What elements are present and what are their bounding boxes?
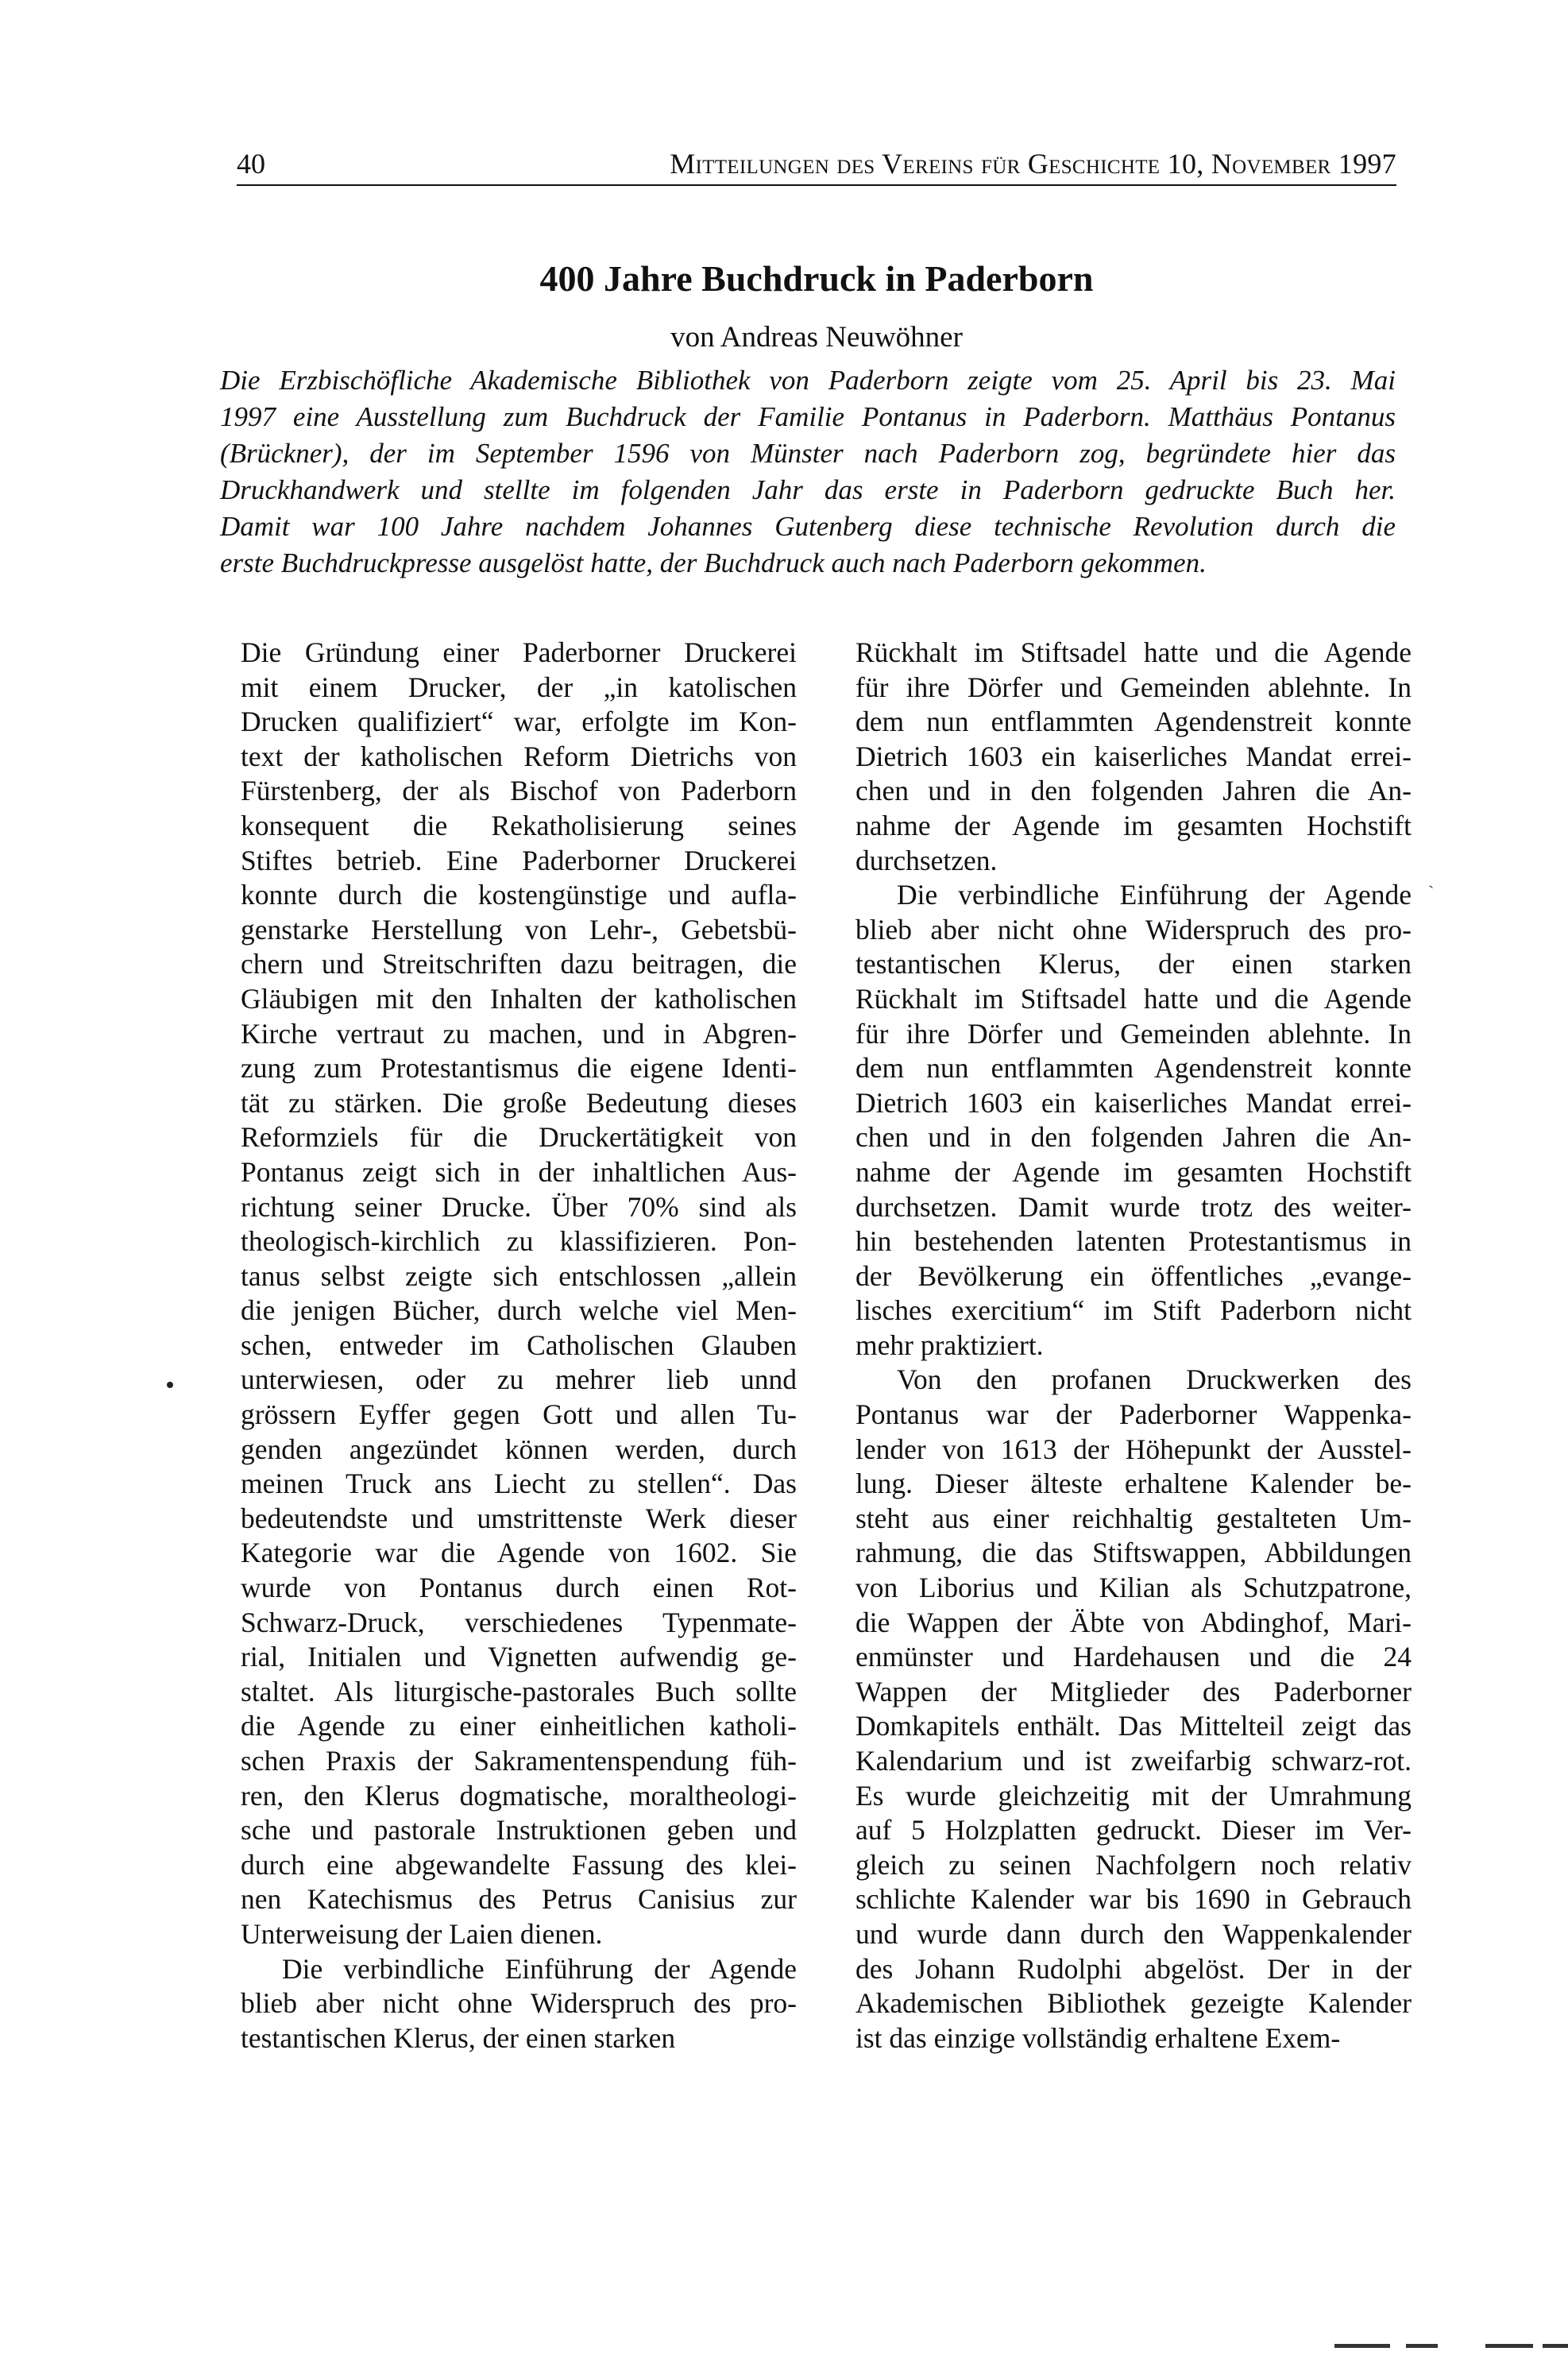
body-line: von Liborius und Kilian als Schutzpatrone,: [855, 1572, 1412, 1604]
body-line: ren, den Klerus dogmatische, moraltheologi-: [241, 1779, 797, 1812]
body-line: Rückhalt im Stiftsadel hatte und die Agende: [855, 982, 1412, 1015]
body-line: des Johann Rudolphi abgelöst. Der in der: [855, 1952, 1412, 1985]
body-line: schen, entweder im Catholischen Glauben: [241, 1328, 797, 1361]
body-line: staltet. Als liturgische-pastorales Buch sollte: [241, 1675, 797, 1707]
body-line: tanus selbst zeigte sich entschlossen „allein: [241, 1259, 797, 1292]
article-title: 400 Jahre Buchdruck in Paderborn: [539, 258, 1094, 299]
body-line: Die verbindliche Einführung der Agende: [282, 1952, 797, 1985]
body-line: mehr praktiziert.: [855, 1328, 1044, 1361]
body-line: Die Gründung einer Paderborner Druckerei: [241, 636, 797, 668]
running-head: [237, 145, 1396, 186]
abstract-line: Druckhandwerk und stellte im folgenden Jahr das erste in Paderborn gedruckte Buch her.: [220, 474, 1396, 505]
body-line: Rückhalt im Stiftsadel hatte und die Agende: [855, 636, 1412, 668]
left-column: [241, 636, 797, 2055]
stray-mark: ˎ: [1428, 868, 1435, 888]
body-line: Fürstenberg, der als Bischof von Paderborn: [241, 775, 797, 807]
body-line: durch eine abgewandelte Fassung des klei-: [241, 1848, 797, 1881]
byline: von Andreas Neuwöhner: [670, 321, 963, 354]
abstract: [220, 362, 1396, 582]
body-line: meinen Truck ans Liecht zu stellen“. Das: [241, 1468, 797, 1500]
body-line: für ihre Dörfer und Gemeinden ablehnte. In: [855, 671, 1412, 703]
body-line: die jenigen Bücher, durch welche viel Men-: [241, 1294, 797, 1327]
body-line: bedeutendste und umstrittenste Werk dieser: [241, 1502, 797, 1534]
body-line: lung. Dieser älteste erhaltene Kalender be-: [855, 1468, 1412, 1500]
body-line: konnte durch die kostengünstige und aufla-: [241, 879, 797, 911]
body-line: Reformziels für die Druckertätigkeit von: [241, 1121, 797, 1154]
body-line: enmünster und Hardehausen und die 24: [855, 1641, 1412, 1673]
body-line: schen Praxis der Sakramentenspendung füh-: [241, 1745, 797, 1777]
body-line: Domkapitels enthält. Das Mittelteil zeigt das: [855, 1710, 1412, 1742]
body-line: blieb aber nicht ohne Widerspruch des pro-: [855, 913, 1412, 946]
body-line: sche und pastorale Instruktionen geben und: [241, 1814, 797, 1847]
body-line: theologisch-kirchlich zu klassifizieren. Pon-: [241, 1225, 797, 1258]
body-line: gleich zu seinen Nachfolgern noch relativ: [855, 1848, 1412, 1881]
corner-scan-marks: [1334, 2344, 1568, 2349]
body-line: tät zu stärken. Die große Bedeutung dieses: [241, 1086, 797, 1119]
body-line: richtung seiner Drucke. Über 70% sind als: [241, 1190, 797, 1223]
body-line: blieb aber nicht ohne Widerspruch des pro-: [241, 1987, 797, 2020]
abstract-line: Die Erzbischöfliche Akademische Bibliothek von Paderborn zeigte vom 25. April bis 23. Mai: [220, 365, 1396, 396]
body-line: wurde von Pontanus durch einen Rot-: [241, 1572, 797, 1604]
body-line: chern und Streitschriften dazu beitragen, die: [241, 948, 797, 980]
body-line: nen Katechismus des Petrus Canisius zur: [241, 1883, 797, 1916]
abstract-line: (Brückner), der im September 1596 von Münster nach Paderborn zog, begründete hier das: [220, 438, 1396, 469]
body-line: rahmung, die das Stiftswappen, Abbildungen: [855, 1537, 1412, 1569]
body-line: schlichte Kalender war bis 1690 in Gebrauch: [855, 1883, 1412, 1916]
right-column: [855, 636, 1412, 2055]
body-line: Die verbindliche Einführung der Agende: [897, 879, 1412, 911]
body-line: steht aus einer reichhaltig gestalteten Um-: [855, 1502, 1412, 1534]
body-line: Gläubigen mit den Inhalten der katholischen: [241, 982, 797, 1015]
body-line: für ihre Dörfer und Gemeinden ablehnte. In: [855, 1017, 1412, 1050]
body-line: ist das einzige vollständig erhaltene Exem-: [855, 2021, 1341, 2054]
body-line: genstarke Herstellung von Lehr-, Gebetsbü-: [241, 913, 797, 946]
body-line: Dietrich 1603 ein kaiserliches Mandat errei-: [855, 1086, 1412, 1119]
body-line: hin bestehenden latenten Protestantismus in: [855, 1225, 1412, 1258]
body-line: chen und in den folgenden Jahren die An-: [855, 775, 1412, 807]
body-line: dem nun entflammten Agendenstreit konnte: [855, 1052, 1412, 1085]
body-line: Pontanus war der Paderborner Wappenka-: [855, 1398, 1412, 1431]
body-line: die Agende zu einer einheitlichen katholi-: [241, 1710, 797, 1742]
body-line: text der katholischen Reform Dietrichs von: [241, 740, 797, 772]
journal-title: Mitteilungen des Vereins für Geschichte 10, November 1997: [670, 148, 1396, 180]
body-line: Kategorie war die Agende von 1602. Sie: [241, 1537, 797, 1569]
body-line: Drucken qualifiziert“ war, erfolgte im Kon-: [241, 706, 797, 738]
body-line: Unterweisung der Laien dienen.: [241, 1917, 603, 1950]
body-line: durchsetzen.: [855, 844, 998, 876]
body-line: unterwiesen, oder zu mehrer lieb unnd: [241, 1363, 797, 1396]
body-line: auf 5 Holzplatten gedruckt. Dieser im Ver-: [855, 1814, 1412, 1847]
body-line: grössern Eyffer gegen Gott und allen Tu-: [241, 1398, 797, 1431]
body-line: nahme der Agende im gesamten Hochstift: [855, 1155, 1412, 1188]
body-line: und wurde dann durch den Wappenkalender: [855, 1917, 1412, 1950]
body-line: genden angezündet können werden, durch: [241, 1433, 797, 1465]
abstract-line: erste Buchdruckpresse ausgelöst hatte, der Buchdruck auch nach Paderborn gekommen.: [220, 547, 1207, 578]
body-line: testantischen Klerus, der einen starken: [855, 948, 1412, 980]
body-line: Von den profanen Druckwerken des: [897, 1363, 1412, 1396]
margin-dot: [167, 1382, 173, 1388]
body-line: rial, Initialen und Vignetten aufwendig ge-: [241, 1641, 797, 1673]
body-line: lender von 1613 der Höhepunkt der Ausstel-: [855, 1433, 1412, 1465]
body-line: Kalendarium und ist zweifarbig schwarz-rot.: [855, 1745, 1412, 1777]
body-line: testantischen Klerus, der einen starken: [241, 2021, 676, 2054]
body-line: zung zum Protestantismus die eigene Identi-: [241, 1052, 797, 1085]
abstract-line: Damit war 100 Jahre nachdem Johannes Gutenberg diese technische Revolution durch die: [220, 511, 1396, 542]
body-line: mit einem Drucker, der „in katolischen: [241, 671, 797, 703]
body-line: dem nun entflammten Agendenstreit konnte: [855, 706, 1412, 738]
body-line: Dietrich 1603 ein kaiserliches Mandat errei-: [855, 740, 1412, 772]
body-line: Kirche vertraut zu machen, und in Abgren-: [241, 1017, 797, 1050]
body-line: Schwarz-Druck, verschiedenes Typenmate-: [241, 1606, 797, 1638]
body-line: durchsetzen. Damit wurde trotz des weiter-: [855, 1190, 1412, 1223]
body-line: Pontanus zeigt sich in der inhaltlichen Aus-: [241, 1155, 797, 1188]
body-line: Stiftes betrieb. Eine Paderborner Druckerei: [241, 844, 797, 876]
body-line: Es wurde gleichzeitig mit der Umrahmung: [855, 1779, 1412, 1812]
body-line: lisches exercitium“ im Stift Paderborn nicht: [855, 1294, 1412, 1327]
body-line: Akademischen Bibliothek gezeigte Kalender: [855, 1987, 1412, 2020]
body-line: chen und in den folgenden Jahren die An-: [855, 1121, 1412, 1154]
body-line: konsequent die Rekatholisierung seines: [241, 809, 797, 841]
page-number: 40: [237, 148, 265, 180]
body-line: die Wappen der Äbte von Abdinghof, Mari-: [855, 1606, 1412, 1638]
body-line: nahme der Agende im gesamten Hochstift: [855, 809, 1412, 841]
abstract-line: 1997 eine Ausstellung zum Buchdruck der Familie Pontanus in Paderborn. Matthäus Pontanus: [220, 401, 1396, 432]
body-line: Wappen der Mitglieder des Paderborner: [855, 1675, 1412, 1707]
body-line: der Bevölkerung ein öffentliches „evange-: [855, 1259, 1412, 1292]
